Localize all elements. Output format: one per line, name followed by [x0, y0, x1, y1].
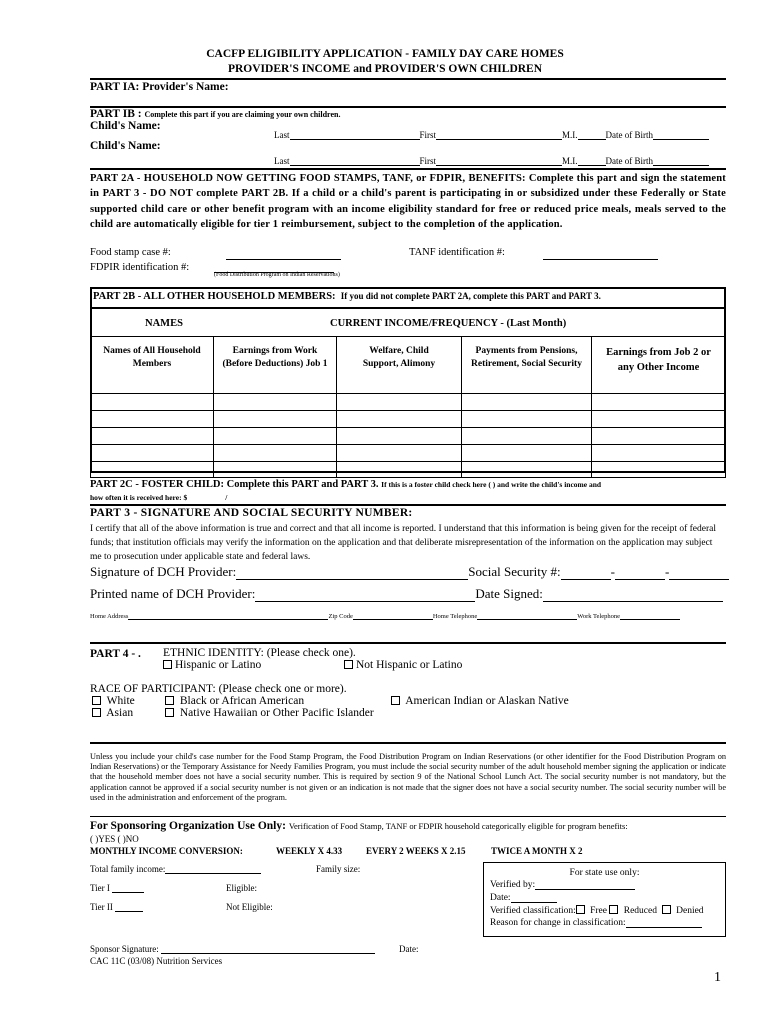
weekly-label: WEEKLY X 4.33	[276, 846, 343, 856]
form-id: CAC 11C (03/08) Nutrition Services	[90, 956, 223, 966]
home-address-label: Home Address	[90, 613, 129, 620]
sponsor-date-label: Date:	[399, 944, 419, 954]
divider	[90, 78, 726, 80]
family-size-label: Family size:	[316, 864, 361, 874]
hawaiian-label: Native Hawaiian or Other Pacific Islander	[179, 707, 374, 719]
part1b-label: PART IB :	[90, 108, 142, 120]
classification-field[interactable]	[490, 905, 704, 916]
yes-no-options[interactable]: ( )YES ( )NO	[90, 834, 139, 844]
white-checkbox[interactable]	[92, 696, 101, 705]
sponsor-label: For Sponsoring Organization Use Only:	[90, 820, 286, 832]
food-stamp-label: Food stamp case #:	[90, 247, 171, 258]
divider	[90, 642, 726, 644]
income-header: CURRENT INCOME/FREQUENCY - (Last Month)	[330, 318, 567, 329]
part2b-note: If you did not complete PART 2A, complete this PART and PART 3.	[340, 291, 601, 301]
part2c-note: If this is a foster child check here ( ) and write the child's income and	[381, 480, 602, 489]
mi-label: M.I.	[562, 130, 578, 140]
eligible-label: Eligible:	[226, 883, 257, 893]
sponsor-signature-label: Sponsor Signature:	[90, 944, 159, 954]
dob-label: Date of Birth	[605, 130, 654, 140]
asian-option[interactable]	[92, 707, 133, 719]
table-row[interactable]	[91, 394, 726, 411]
table-row[interactable]	[91, 462, 726, 478]
denied-checkbox[interactable]	[662, 905, 671, 914]
reason-label: Reason for change in classification:	[490, 918, 626, 928]
part2c-header	[90, 479, 601, 490]
black-checkbox[interactable]	[165, 696, 174, 705]
child-row-2[interactable]	[274, 156, 709, 166]
tanf-label: TANF identification #:	[409, 247, 505, 258]
reason-field[interactable]	[490, 918, 702, 928]
tier2-label: Tier II	[90, 902, 113, 912]
col-pensions: Payments from Pensions, Retirement, Social Security	[462, 337, 592, 394]
child-name-label: Child's Name:	[90, 120, 161, 132]
total-income-label: Total family income:	[90, 864, 166, 874]
fdpir-note: (Food Distribution Program on Indian Reservations)	[214, 272, 340, 278]
part4-label: PART 4 - .	[90, 648, 141, 660]
not-eligible-label: Not Eligible:	[226, 902, 273, 912]
first-label: First	[419, 156, 437, 166]
child-name-label: Child's Name:	[90, 140, 161, 152]
ssn-label: Social Security #:	[468, 564, 561, 579]
divider	[90, 504, 726, 506]
ssn-notice: Unless you include your child's case number for the Food Stamp Program, the Food Distribution Program on Indian Reservations (or other identifier for the Food Distribution Program on Indian Reservations) or the Temporary Assistance for Needy Families Program, you must include the social security number of the adult household member signing the application or indicate that the household member does not have a social security number. This is required by section 9 of the National School Lunch Act. The social security number is not mandatory, but the application cannot be approved if a social security number is not given or an indication is not made that the signer does not have a social security number. The social security number will be used in the administration and enforcement of the program.	[90, 752, 726, 802]
state-date-field[interactable]	[490, 893, 557, 903]
reduced-label: Reduced	[623, 906, 657, 916]
signature-label: Signature of DCH Provider:	[90, 564, 237, 579]
family-size-field[interactable]	[316, 864, 360, 874]
date-signed-label: Date Signed:	[475, 586, 543, 601]
divider	[90, 307, 726, 309]
col-other-income: Earnings from Job 2 or any Other Income	[592, 337, 726, 394]
total-income-field[interactable]	[90, 864, 261, 874]
tanf-line	[543, 259, 658, 260]
last-label: Last	[274, 156, 290, 166]
printed-name-label: Printed name of DCH Provider:	[90, 586, 256, 601]
divider	[90, 816, 726, 817]
hawaiian-checkbox[interactable]	[165, 708, 174, 717]
food-stamp-line	[226, 259, 341, 260]
food-stamp-field[interactable]	[90, 247, 171, 258]
col-earnings-job1: Earnings from Work (Before Deductions) Job 1	[214, 337, 337, 394]
tier1-label: Tier I	[90, 883, 110, 893]
not-hispanic-checkbox[interactable]	[344, 660, 353, 669]
form-title: CACFP ELIGIBILITY APPLICATION - FAMILY DAY CARE HOMES	[206, 48, 564, 60]
conversion-label: MONTHLY INCOME CONVERSION:	[90, 846, 243, 856]
state-use-label: For state use only:	[569, 868, 640, 878]
verified-by-field[interactable]	[490, 880, 635, 890]
asian-checkbox[interactable]	[92, 708, 101, 717]
part3-label: PART 3 - SIGNATURE AND SOCIAL SECURITY NUMBER:	[90, 507, 413, 519]
table-row[interactable]	[91, 445, 726, 462]
table-row[interactable]	[91, 428, 726, 445]
denied-label: Denied	[676, 906, 704, 916]
divider	[90, 742, 726, 744]
verification-text: Verification of Food Stamp, TANF or FDPIR household categorically eligible for program benefits:	[288, 821, 628, 831]
ethnic-label: ETHNIC IDENTITY: (Please check one).	[163, 647, 356, 659]
part2c-line2[interactable]: how often it is received here: $ /	[90, 493, 228, 502]
table-row[interactable]	[91, 411, 726, 428]
hispanic-option[interactable]	[163, 659, 261, 671]
hispanic-label: Hispanic or Latino	[175, 659, 262, 671]
col-welfare: Welfare, Child Support, Alimony	[337, 337, 462, 394]
amind-option[interactable]	[391, 695, 569, 707]
black-label: Black or African American	[179, 695, 305, 707]
asian-label: Asian	[106, 707, 134, 719]
dob-label: Date of Birth	[605, 156, 654, 166]
certification-statement: I certify that all of the above information is true and correct and that all income is reported. I understand that this information is being given for the receipt of federal funds; that institution officials may verify the information on the application and that deliberate misrepresentation of the information on the application may subject me to prosecution under applicable state and federal laws.	[90, 524, 716, 562]
reduced-checkbox[interactable]	[609, 905, 618, 914]
page-number: 1	[714, 970, 721, 985]
white-label: White	[106, 695, 135, 707]
part2c-label: PART 2C - FOSTER CHILD: Complete this PART and PART 3.	[90, 479, 379, 490]
amind-label: American Indian or Alaskan Native	[405, 695, 569, 707]
mi-label: M.I.	[562, 156, 578, 166]
classification-label: Verified classification:	[490, 906, 576, 916]
table-header-row	[91, 337, 726, 394]
free-label: Free	[590, 906, 607, 916]
fdpir-label: FDPIR identification #:	[90, 262, 190, 273]
twice-label: TWICE A MONTH X 2	[491, 846, 583, 856]
divider	[90, 168, 726, 170]
sponsor-signature-field[interactable]	[90, 944, 375, 954]
foster-income-label: how often it is received here: $	[90, 493, 188, 502]
hispanic-checkbox[interactable]	[163, 660, 172, 669]
last-label: Last	[274, 130, 290, 140]
tier1-field[interactable]	[90, 883, 144, 893]
work-phone-label: Work Telephone	[577, 613, 620, 620]
tier2-field[interactable]	[90, 902, 143, 912]
free-checkbox[interactable]	[576, 905, 585, 914]
signature-field[interactable]: Signature of DCH Provider: Social Security #: - -	[90, 564, 729, 580]
address-row[interactable]	[90, 613, 680, 620]
first-label: First	[419, 130, 437, 140]
part2b-header	[93, 291, 601, 302]
child-row-1[interactable]	[274, 130, 709, 140]
race-label: RACE OF PARTICIPANT: (Please check one or more).	[90, 683, 347, 695]
verified-by-label: Verified by:	[490, 880, 536, 890]
home-phone-label: Home Telephone	[432, 613, 478, 620]
part1a-label: PART IA: Provider's Name:	[90, 81, 229, 93]
part2a-text: PART 2A - HOUSEHOLD NOW GETTING FOOD STAMPS, TANF, or FDPIR, BENEFITS: Complete this part and sign the statement in PART 3 - DO NOT complete PART 2B. If a child or a child's parent is participating in or subsidized under these Federally or State supported child care or other benefit program with an income eligibility standard for free or reduced price meals, meals served to the child are automatically eligible for tier 1 reimbursement, subject to the completion of the application.	[90, 173, 726, 231]
household-table	[90, 336, 726, 478]
part1b-header	[90, 108, 340, 120]
white-option[interactable]	[92, 695, 135, 707]
zip-label: Zip Code	[328, 613, 353, 620]
not-hispanic-label: Not Hispanic or Latino	[356, 659, 463, 671]
part2b-label: PART 2B - ALL OTHER HOUSEHOLD MEMBERS:	[93, 291, 336, 302]
fdpir-field[interactable]	[90, 262, 189, 273]
every2-label: EVERY 2 WEEKS X 2.15	[366, 846, 466, 856]
black-option[interactable]	[165, 695, 304, 707]
printed-name-field[interactable]	[90, 586, 723, 602]
amind-checkbox[interactable]	[391, 696, 400, 705]
part1b-note: Complete this part if you are claiming your own children.	[144, 110, 341, 119]
tanf-field[interactable]	[409, 247, 505, 258]
not-hispanic-option[interactable]	[344, 659, 462, 671]
hawaiian-option[interactable]	[165, 707, 374, 719]
form-subtitle: PROVIDER'S INCOME and PROVIDER'S OWN CHILDREN	[227, 63, 543, 75]
col-names: Names of All Household Members	[91, 337, 214, 394]
sponsor-header	[90, 820, 628, 832]
names-header: NAMES	[145, 318, 183, 329]
state-date-label: Date:	[490, 893, 511, 903]
